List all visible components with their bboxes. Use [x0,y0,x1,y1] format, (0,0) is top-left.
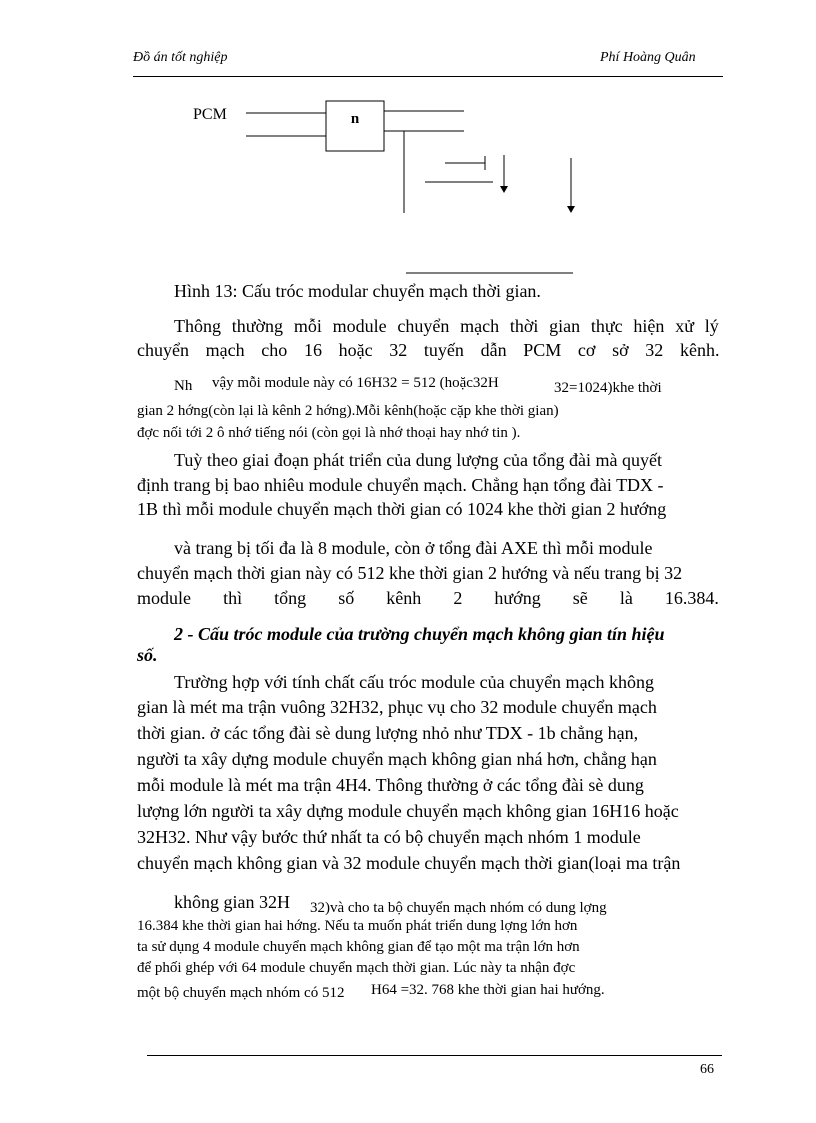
section-heading-line2: số. [137,645,158,665]
para2-line6-word: số [338,588,355,608]
para4-line5a: một bộ chuyển mạch nhóm có 512 [137,985,345,1001]
para3-line8: chuyển mạch không gian và 32 module chuyển mạch thời gian(loại ma trận [137,853,681,873]
para1-line4: gian 2 hớng(còn lại là kênh 2 hớng).Mỗi kênh(hoặc cặp khe thời gian) [137,403,559,419]
para2-line2: định trang bị bao nhiêu module chuyển mạch. Chẳng hạn tổng đài TDX - [137,475,664,495]
para4-line5b: H64 =32. 768 khe thời gian hai hướng. [371,982,605,998]
module-box-label: n [350,111,360,127]
para2-line5: chuyển mạch thời gian này có 512 khe thời gian 2 hướng và nếu trang bị 32 [137,563,683,583]
pcm-label: PCM [193,106,227,123]
para3-line5: mỗi module là mét ma trận 4H4. Thông thường ở các tổng đài sè dung [137,775,644,795]
header-right: Phí Hoàng Quân [600,50,696,65]
para1-line3b: vậy mỗi module này có 16H32 = 512 (hoặc32H [212,375,499,391]
para4-line3: ta sử dụng 4 module chuyển mạch không gian để tạo một ma trận lớn hơn [137,939,580,955]
para2-line6 [137,588,719,609]
para3-line3: thời gian. ở các tổng đài sè dung lượng nhỏ như TDX - 1b chẳng hạn, [137,723,639,743]
figure-caption: Hình 13: Cấu tróc modular chuyển mạch thời gian. [174,281,541,301]
para1-line1: Thông thường mỗi module chuyển mạch thời gian thực hiện xử lý [174,316,719,336]
para1-line2: chuyển mạch cho 16 hoặc 32 tuyến dẫn PCM cơ sở 32 kênh. [137,340,720,360]
para3-line1: Trường hợp với tính chất cấu tróc module của chuyển mạch không [174,672,655,692]
para1-line3c: 32=1024)khe thời [554,380,662,396]
para2-line6-word: hướng [494,588,541,608]
arrow-2-head [567,206,575,213]
para2-line6-word: thì [223,588,243,608]
para2-line4: và trang bị tối đa là 8 module, còn ở tổng đài AXE thì mỗi module [174,538,653,558]
para2-line6-word: là [619,588,633,608]
para3-line6: lượng lớn người ta xây dựng module chuyển mạch không gian 16H16 hoặc [137,801,679,821]
para3-line4: người ta xây dựng module chuyển mạch không gian nhá hơn, chẳng hạn [137,749,657,769]
para4-line2: 16.384 khe thời gian hai hớng. Nếu ta muốn phát triển dung lợng lớn hơn [137,918,578,934]
arrow-1-head [500,186,508,193]
page-number: 66 [700,1062,714,1077]
para4-line1b: 32)và cho ta bộ chuyển mạch nhóm có dung lợng [310,900,607,916]
footer-rule [147,1055,722,1056]
para2-line6-word: tổng [274,588,307,608]
section-heading-line1: 2 - Cấu tróc module của trường chuyển mạch không gian tín hiệu [174,624,665,644]
switch-diagram [0,0,816,290]
para2-line6-word: 16.384. [664,588,719,608]
para4-line4: để phối ghép với 64 module chuyển mạch thời gian. Lúc này ta nhận đợc [137,960,576,976]
para4-line1a: không gian 32H [174,892,290,912]
para2-line6-word: sẽ [572,588,588,608]
para2-line3: 1B thì mỗi module chuyển mạch thời gian có 1024 khe thời gian 2 hướng [137,499,667,519]
para2-line6-word: module [137,588,191,608]
para1-line3a: Nh [174,378,193,394]
para2-line6-word: 2 [453,588,463,608]
para2-line1: Tuỳ theo giai đoạn phát triển của dung lượng của tổng đài mà quyết [174,450,663,470]
para3-line7: 32H32. Như vậy bước thứ nhất ta có bộ chuyển mạch nhóm 1 module [137,827,641,847]
para3-line2: gian là mét ma trận vuông 32H32, phục vụ cho 32 module chuyển mạch [137,697,657,717]
para2-line6-word: kênh [386,588,422,608]
header-left: Đồ án tốt nghiệp [133,50,228,65]
para1-line5: đợc nối tới 2 ô nhớ tiếng nói (còn gọi là nhớ thoại hay nhớ tin ). [137,425,521,441]
